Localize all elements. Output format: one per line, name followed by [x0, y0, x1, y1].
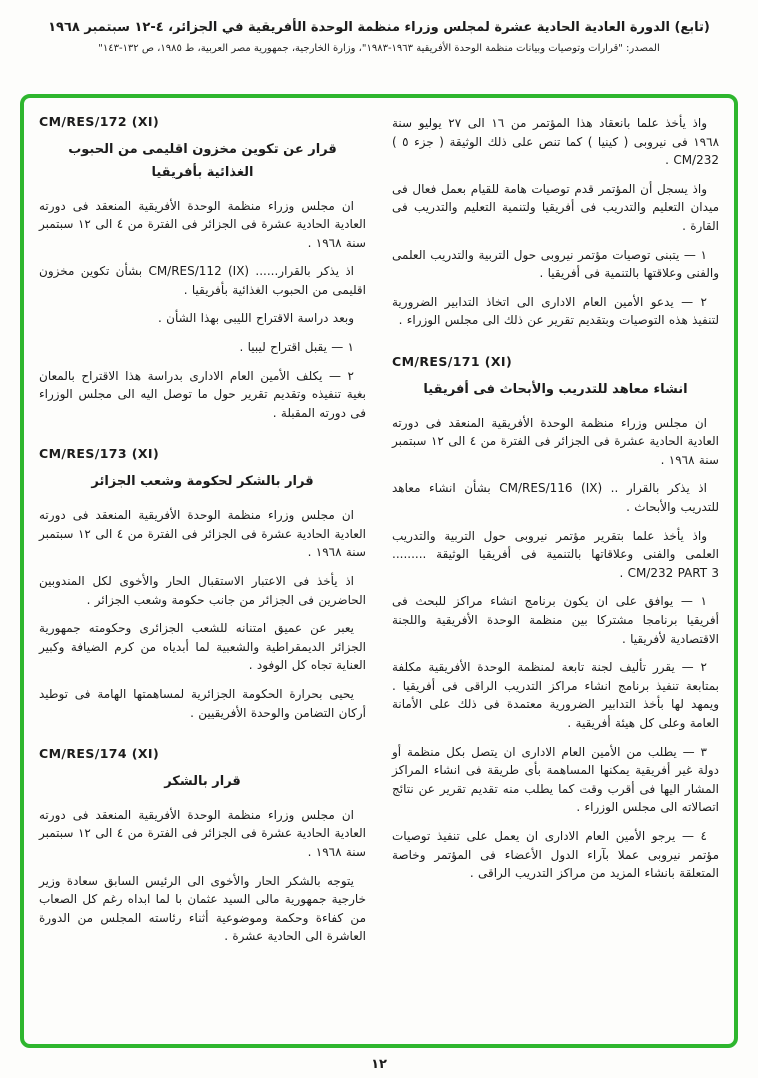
paragraph: يحيى بحرارة الحكومة الجزائرية لمساهمتها الهامة فى توطيد أركان التضامن والوحدة الأفريقيين .	[39, 686, 366, 720]
column-left	[39, 114, 366, 1034]
paragraph: اذ يأخذ فى الاعتبار الاستقبال الحار والأخوى لكل المندوبين الحاضرين فى الجزائر من جانب حكومة وشعب الجزائر .	[39, 573, 366, 607]
column-right	[392, 114, 719, 1034]
paragraph: واذ يأخذ علما بتقرير مؤتمر نيروبى حول التربية والتدريب العلمى والفنى وعلاقاتها بالتنمية فى أفريقيا الوثيقة ......... CM/232 PART 3 .	[392, 528, 719, 580]
section-heading: قرار بالشكر لحكومة وشعب الجزائر	[91, 474, 314, 490]
paragraph: ان مجلس وزراء منظمة الوحدة الأفريقية المنعقد فى دورته العادية الحادية عشرة فى الجزائر فى الفترة من ٤ الى ١٢ سبتمبر سنة ١٩٦٨ .	[39, 508, 366, 560]
paragraph: ان مجلس وزراء منظمة الوحدة الأفريقية المنعقد فى دورته العادية الحادية عشرة فى الجزائر فى الفترة من ٤ الى ١٢ سبتمبر سنة ١٩٦٨ .	[39, 198, 366, 250]
content-frame	[20, 94, 738, 1048]
page-number: ١٢	[371, 1057, 387, 1072]
paragraph: وبعد دراسة الاقتراح الليبى بهذا الشأن .	[158, 311, 354, 326]
paragraph: ان مجلس وزراء منظمة الوحدة الأفريقية المنعقد فى دورته العادية الحادية عشرة فى الجزائر فى الفترة من ٤ الى ١٢ سبتمبر سنة ١٩٦٨ .	[39, 807, 366, 860]
resolution-code: CM/RES/174 (XI)	[39, 746, 160, 762]
paragraph: ١ — يقبل اقتراح ليبيا .	[239, 340, 354, 355]
page-footer	[0, 1057, 758, 1072]
paragraph: ١ — يوافق على ان يكون برنامج انشاء مراكز للبحث فى أفريقيا برنامجا مشتركا بين منظمة الوحدة الأفريقية واللجنة الاقتصادية لأفريقيا .	[392, 594, 719, 646]
paragraph: ان مجلس وزراء منظمة الوحدة الأفريقية المنعقد فى دورته العادية الحادية عشرة فى الجزائر فى الفترة من ٤ الى ١٢ سبتمبر سنة ١٩٦٨ .	[392, 415, 719, 467]
section-heading: انشاء معاهد للتدريب والأبحاث فى أفريقيا	[423, 381, 688, 397]
paragraph: يعبر عن عميق امتنانه للشعب الجزائرى وحكومته جمهورية الجزائر الديمقراطية والشعبية لما أبدياه من كرم الضيافة وكبير العناية تجاه كل الوفود .	[39, 621, 366, 673]
paragraph: ١ — يتبنى توصيات مؤتمر نيروبى حول التربية والتدريب العلمى والفنى وعلاقتها بالتنمية فى أفريقيا .	[392, 247, 719, 281]
columns-container	[39, 114, 719, 1034]
paragraph: واذ يسجل أن المؤتمر قدم توصيات هامة للقيام بعمل فعال فى ميدان التعليم والتدريب فى أفريقيا ولتنمية التعليم والتدريب فى القارة .	[392, 181, 719, 233]
page-header	[0, 0, 758, 54]
paragraph: اذ يذكر بالقرار .. CM/RES/116 (IX) بشأن انشاء معاهد للتدريب والأبحاث .	[392, 481, 719, 515]
header-source: المصدر: "قرارات وتوصيات وبيانات منظمة الوحدة الأفريقية ١٩٦٣-١٩٨٣"، وزارة الخارجية، جمهورية مصر العربية، ط ١٩٨٥، ص ١٣٢-١٤٣"	[98, 43, 660, 54]
paragraph: ٢ — يقرر تأليف لجنة تابعة لمنظمة الوحدة الأفريقية مكلفة بمتابعة تنفيذ برنامج انشاء مراكز التدريب الراقى فى أفريقيا . ويمهد لها بأخذ التدابير الضرورية معتمدة فى ذلك على الأمانة العامة وعلى كل هيئة أفريقية .	[392, 660, 719, 730]
section-heading: قرار عن تكوين مخزون اقليمى من الحبوب الغذائية بأفريقيا	[68, 142, 337, 180]
paragraph: ٢ — يكلف الأمين العام الادارى بدراسة هذا الاقتراح بالمعان بغية تنفيذه وتقديم تقرير حول ما توصل اليه الى مجلس الوزراء فى دورته المقبلة .	[39, 368, 366, 420]
section-heading: قرار بالشكر	[164, 774, 241, 790]
paragraph: اذ يذكر بالقرار...... CM/RES/112 (IX) بشأن تكوين مخزون اقليمى من الحبوب الغذائية بأفريقيا .	[39, 264, 366, 297]
paragraph: ٣ — يطلب من الأمين العام الادارى ان يتصل بكل منظمة أو دولة غير أفريقية يمكنها المساهمة بأى طريقة فى انشاء المراكز المشار اليها فى أقرب وقت كما يطلب منه تقديم تقرير عن نتائج اتصالاته الى مجلس الوزراء .	[392, 744, 719, 815]
paragraph: ٤ — يرجو الأمين العام الادارى ان يعمل على تنفيذ توصيات مؤتمر نيروبى عملا بآراء الدول الأعضاء فى المؤتمر وخاصة المتعلقة بانشاء المزيد من مراكز التدريب الراقى .	[392, 828, 719, 881]
paragraph: يتوجه بالشكر الحار والأخوى الى الرئيس السابق سعادة وزير خارجية جمهورية مالى السيد عثمان با لما ابداه رغم كل الصعاب من كفاءة وحكمة وموضوعية أثناء رئاسته المجلس من الدورة العاشرة الى الحادية عشرة .	[39, 873, 366, 944]
header-title: (تابع) الدورة العادية الحادية عشرة لمجلس وزراء منظمة الوحدة الأفريقية في الجزائر، ٤-١٢ سبتمبر ١٩٦٨	[48, 20, 710, 35]
resolution-code: CM/RES/172 (XI)	[39, 114, 160, 129]
paragraph: ٢ — يدعو الأمين العام الادارى الى اتخاذ التدابير الضرورية لتنفيذ هذه التوصيات وبتقديم تقرير عن ذلك الى مجلس الوزراء .	[392, 294, 719, 328]
paragraph: واذ يأخذ علما بانعقاد هذا المؤتمر من ١٦ الى ٢٧ يوليو سنة ١٩٦٨ فى نيروبى ( كينيا ) كما تنص على ذلك الوثيقة ( جزء ٥ ) CM/232 .	[392, 116, 720, 168]
resolution-code: CM/RES/173 (XI)	[39, 446, 160, 462]
resolution-code: CM/RES/171 (XI)	[392, 353, 513, 369]
